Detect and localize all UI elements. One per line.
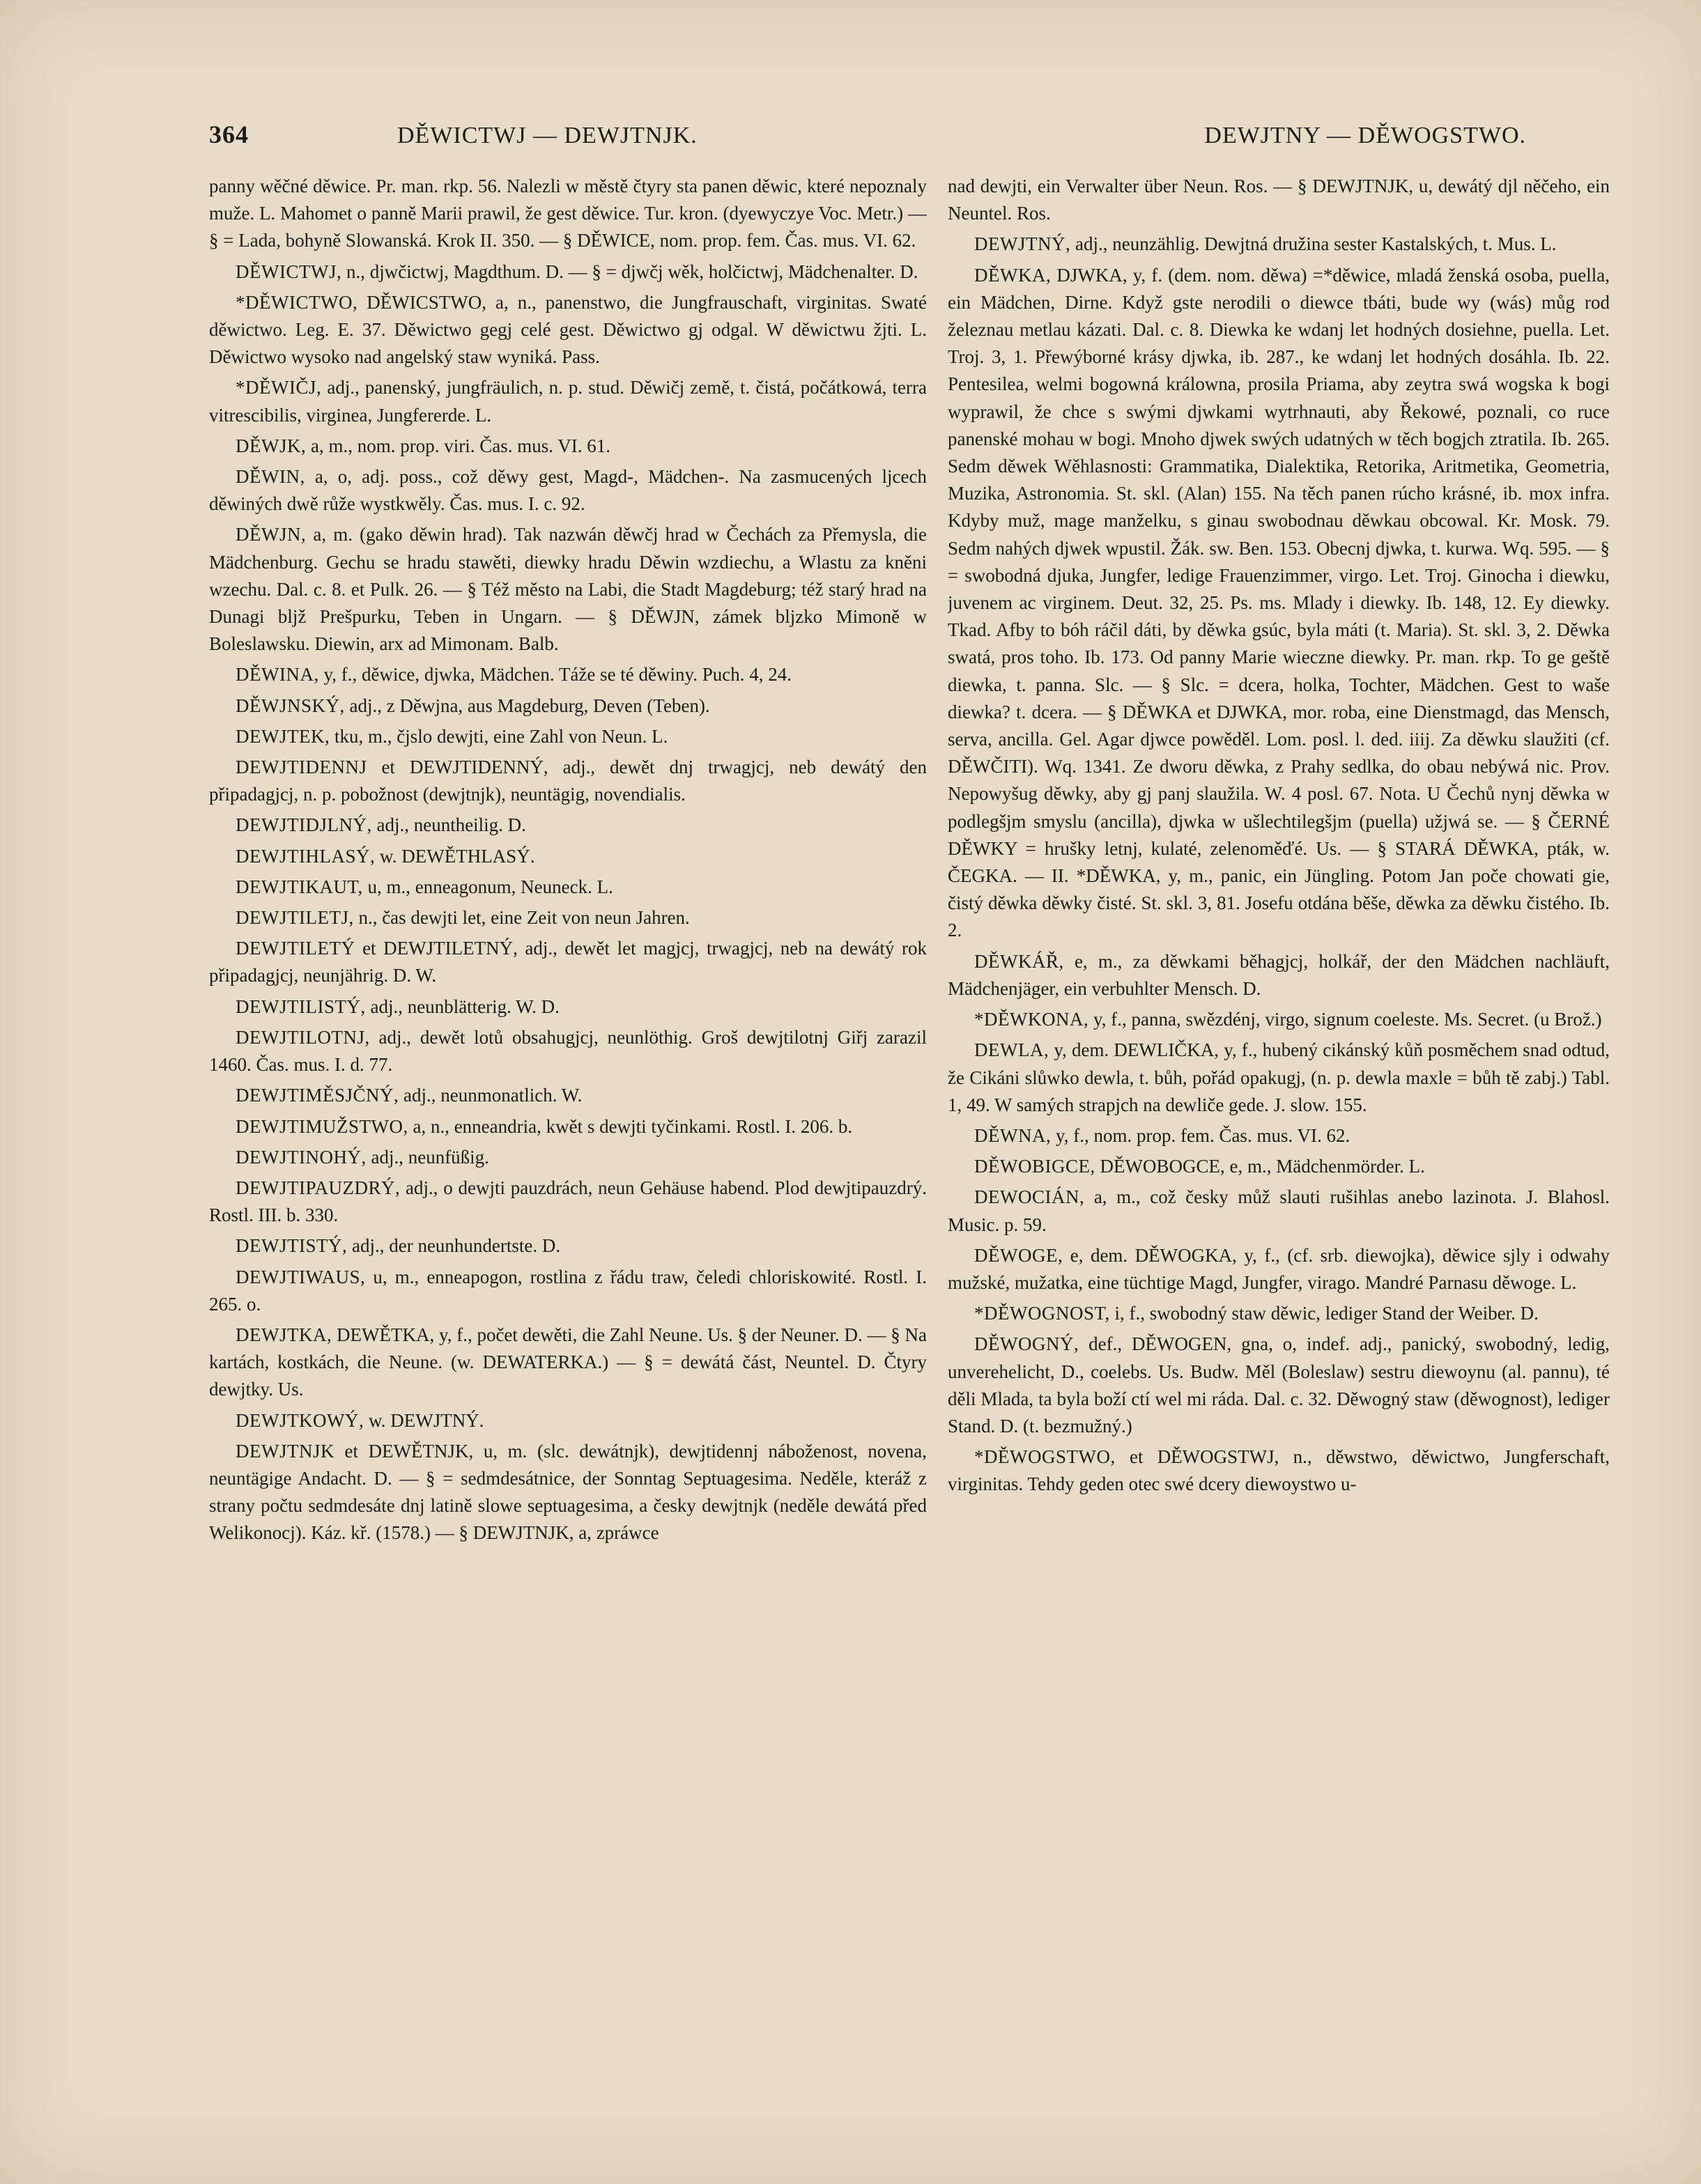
entry-text: adj., der neunhundertste. D. (351, 1235, 561, 1257)
entry-headword: DEWJTEK, (236, 725, 330, 747)
entry-headword: DĚWIN, (236, 466, 305, 488)
dictionary-entry (948, 1300, 1610, 1327)
dictionary-entry (209, 1024, 927, 1078)
dictionary-entry (209, 433, 927, 460)
dictionary-entry (209, 521, 927, 658)
dictionary-entry (209, 1322, 927, 1404)
dictionary-entry (209, 661, 927, 688)
dictionary-entry (209, 173, 927, 255)
dictionary-entry (948, 1122, 1610, 1149)
dictionary-entry (209, 812, 927, 839)
entry-headword: DEWJTIMUŽSTWO, (236, 1115, 408, 1137)
left-running-head: DĚWICTWJ — DEWJTNJK. (397, 123, 698, 148)
entry-headword: DĚWINA, (236, 664, 319, 686)
entry-text: adj., neunblätterig. W. D. (370, 996, 560, 1017)
dictionary-entry (948, 231, 1610, 258)
entry-headword: DEWJTILOTNJ, (236, 1026, 370, 1048)
entry-headword: DEWOCIÁN, (974, 1186, 1085, 1208)
entry-headword: DEWJTKOWÝ, (236, 1409, 364, 1431)
entry-text: adj., dewět lotů obsahugjcj, neunlöthig. Groš dewjtilotnj Giřj zarazil 1460. Čas. mus. I. d. 77. (209, 1026, 927, 1076)
dictionary-entry (948, 1443, 1610, 1498)
right-column (948, 173, 1610, 2165)
entry-text: u, m., enneapogon, rostlina z řádu traw, čeledi chloriskowité. Rostl. I. 265. o. (209, 1266, 927, 1315)
entry-text: DĚWICSTWO, a, n., panenstwo, die Jungfrauschaft, virginitas. Swaté děwictwo. Leg. E. 37. Děwictwo gegj celé gest. Děwictwo gj odgal. W děwictwu žjti. L. Děwictwo wysoko nad angelský staw wyniká. Pass. (209, 291, 927, 368)
entry-text: n., djwčictwj, Magdthum. D. — § = djwčj wěk, holčictwj, Mädchenalter. D. (346, 261, 918, 282)
entry-text: adj., panenský, jungfräulich, n. p. stud. Děwičj země, t. čistá, počátkowá, terra vitrescibilis, virginea, Jungfererde. L. (209, 377, 927, 426)
left-column (209, 173, 927, 2165)
entry-text: n., čas dewjti let, eine Zeit von neun Jahren. (358, 907, 690, 929)
entry-headword: DEWJTILISTÝ, (236, 996, 366, 1017)
entry-text: adj., neunmonatlich. W. (403, 1085, 583, 1106)
dictionary-entry (948, 1242, 1610, 1296)
entry-text: et DĚWOGSTWJ, n., děwstwo, děwictwo, Jungferschaft, virginitas. Tehdy geden otec swé dcery diewoystwo u- (948, 1446, 1610, 1495)
dictionary-entry (948, 1037, 1610, 1119)
entry-text: et DEWJTILETNÝ, adj., dewět let magjcj, trwagjcj, neb na dewátý rok připadagjcj, neunjährig. D. W. (209, 938, 927, 986)
entry-text: def., DĚWOGEN, gna, o, indef. adj., panický, swobodný, ledig, unverehelicht, D., coelebs. Us. Budw. Měl (Boleslaw) sestru diewoynu (al. pannu), té děli Mlada, ta byla boží ctí wel mi ráda. Dal. c. 32. Děwogný staw (děwognost), lediger Stand. D. (t. bezmužný.) (948, 1333, 1610, 1436)
entry-headword: *DĚWOGNOST, (974, 1303, 1110, 1324)
entry-headword: *DĚWOGSTWO, (974, 1446, 1116, 1468)
entry-headword: DEWJTIWAUS, (236, 1266, 366, 1287)
dictionary-entry (948, 1153, 1610, 1180)
entry-headword: DĚWKA, (974, 264, 1052, 286)
entry-text: et DEWĚTNJK, u, m. (slc. dewátnjk), dewjtidennj náboženost, novena, neuntägige Andacht. D. — § = sedmdesátnice, der Sonntag Septuagesima. Neděle, kteráž z strany počtu sedmdesáte dnj latině slowe septuagesima, a česky dewjtnjk (neděle dewátá před Welikonocj). Káz. kř. (1578.) — § DEWJTNJK, a, zpráwce (209, 1440, 927, 1544)
entry-text: DEWĚTKA, y, f., počet dewěti, die Zahl Neune. Us. § der Neuner. D. — § Na kartách, kostkách, die Neune. (w. DEWATERKA.) — § = dewátá část, Neuntel. D. Čtyry dewjtky. Us. (209, 1324, 927, 1400)
dictionary-entry (209, 1113, 927, 1140)
entry-headword: DĚWOGNÝ, (974, 1333, 1079, 1355)
dictionary-entry (209, 258, 927, 286)
dictionary-entry (209, 754, 927, 808)
entry-headword: *DĚWKONA, (974, 1009, 1089, 1030)
entry-headword: DĚWJN, (236, 524, 307, 545)
dictionary-entry (948, 1331, 1610, 1440)
dictionary-entry (209, 463, 927, 518)
dictionary-entry (209, 1264, 927, 1318)
entry-headword: DEWJTIHLASÝ, (236, 845, 376, 867)
entry-text: adj., neunfüßig. (371, 1146, 489, 1168)
entry-text: nad dewjti, ein Verwalter über Neun. Ros. — § DEWJTNJK, u, dewátý djl něčeho, ein Neuntel. Ros. (948, 176, 1610, 224)
entry-headword: DEWJTIPAUZDRÝ, (236, 1177, 401, 1198)
entry-text: adj., z Děwjna, aus Magdeburg, Deven (Teben). (349, 695, 710, 716)
entry-headword: *DĚWIČJ, (236, 377, 322, 398)
dictionary-entry (948, 262, 1610, 945)
dictionary-entry (209, 874, 927, 901)
entry-text: a, n., enneandria, kwět s dewjti tyčinkami. Rostl. I. 206. b. (413, 1115, 853, 1137)
entry-headword: DEWJTNJK (236, 1440, 334, 1462)
entry-headword: DEWJTINOHÝ, (236, 1146, 367, 1168)
dictionary-entry (209, 904, 927, 931)
entry-headword: *DĚWICTWO, (236, 291, 358, 313)
entry-headword: DEWJTIDENNJ (236, 757, 367, 778)
dictionary-entry (948, 948, 1610, 1002)
dictionary-entry (209, 1082, 927, 1109)
entry-text: y, f., nom. prop. fem. Čas. mus. VI. 62. (1055, 1124, 1350, 1146)
entry-text: a, m. (gako děwin hrad). Tak nazwán děwčj hrad w Čechách za Přemysla, die Mädchenburg. Gechu se hradu stawěti, diewky hradu Děwin wzdiechu, a Wlastu za kněni wzechu. Dal. c. 8. et Pulk. 26. — § Též město na Labi, die Stadt Magdeburg; též starý hrad na Dunagi bljž Prešpurku, Teben in Ungarn. — § DĚWJN, zámek bljzko Mimoně w Boleslawsku. Diewin, arx ad Mimonam. Balb. (209, 524, 927, 655)
dictionary-entry (209, 1438, 927, 1547)
entry-text: y, dem. DEWLIČKA, y, f., hubený cikánský kůň posměchem snad odtud, že Cikáni slůwko dewla, t. bůh, pořád opakugj, (n. p. dewla maxle = bůh tě zabj.) Tabl. 1, 49. W samých strapjch na dewliče gede. J. slow. 155. (948, 1039, 1610, 1115)
dictionary-entry (209, 289, 927, 371)
entry-text: DĚWOBOGCE, e, m., Mädchenmörder. L. (1100, 1156, 1425, 1177)
entry-headword: DĚWICTWJ, (236, 261, 342, 282)
entry-text: i, f., swobodný staw děwic, lediger Stand der Weiber. D. (1114, 1303, 1539, 1324)
dictionary-entry (948, 1006, 1610, 1033)
entry-text: DJWKA, y, f. (dem. nom. děwa) =*děwice, mladá ženská osoba, puella, ein Mädchen, Dirne. Když gste nerodili o diewce tbáti, bude wy (wás) můg rod železnau metlau kázati. Dal. c. 8. Diewka ke wdanj let hodných dosiehne, puella. Let. Troj. 3, 1. Přewýborné krásy djwka, ib. 287., ke wdanj let hodných dosáhla. Ib. 22. Pentesilea, welmi bogowná králowna, prosila Priama, aby zeytra swá wogska k bogi wyprawil, že chce s swými djwkami wytrhnauti, aby Řekowé, poznali, co ruce panenské mohau w bogi. Mnoho djwek swých udatných w těch bogjch ztratila. Ib. 265. Sedm děwek Wěhlasnosti: Grammatika, Dialektika, Retorika, Aritmetika, Geometria, Muzika, Astronomia. St. skl. (Alan) 155. Na těch panen rúcho krásné, ib. mox infra. Kdyby muž, mage manželku, s ginau swobodnau děwkau obcowal. Kr. Mosk. 79. Sedm nahých djwek wpustil. Žák. sw. Ben. 153. Obecnj djwka, t. kurwa. Wq. 595. — § = swobodná djuka, Jungfer, ledige Frauenzimmer, virgo. Let. Troj. Ginocha i diewku, juvenem ac virginem. Deut. 32, 25. Ps. ms. Mlady i diewky. Ib. 148, 12. Ey diewky. Tkad. Afby to bóh ráčil dáti, by děwka gsúc, byla máti (t. Maria). St. skl. 3, 2. Děwka swatá, pros toho. Ib. 173. Od panny Marie wieczne diewky. Pr. man. rkp. To ge geště diewka, t. panna. Slc. — § Slc. = dcera, holka, Tochter, Mädchen. Gest to waše diewka? t. dcera. — § DĚWKA et DJWKA, mor. roba, eine Dienstmagd, das Mensch, serva, ancilla. Gel. Agar djwce powěděl. Lom. posl. l. ded. iiij. Za děwku slaužiti (cf. DĚWČITI). Wq. 1341. Ze dworu děwka, z Prahy sedlka, do obau nebýwá nic. Prov. Nepowyšug děwky, aby gj panj slaužila. W. 4 posl. 67. Nota. U Čechů nynj děwka w podlegšjm smyslu (ancilla), djwka w ušlechtilegšjm (puella) užjwá se. — § ČERNÉ DĚWKY = hrušky letnj, kulaté, zelenoměďé. Us. — § STARÁ DĚWKA, pták, w. ČEGKA. — II. *DĚWKA, y, m., panic, ein Jüngling. Potom Jan poče chowati gie, čistý děwka děwky čisté. St. skl. 3, 81. Josefu otdána běše, děwka za děwku čistého. Ib. 2. (948, 264, 1610, 941)
dictionary-entry (209, 723, 927, 750)
entry-text: u, m., enneagonum, Neuneck. L. (367, 876, 613, 897)
entry-headword: DĚWOBIGCE, (974, 1156, 1095, 1177)
entry-text: e, m., za děwkami běhagjcj, holkář, der den Mädchen nachläuft, Mädchenjäger, ein verbuhlter Mensch. D. (948, 950, 1610, 999)
entry-headword: DEWJTILETJ, (236, 907, 354, 929)
entry-text: e, dem. DĚWOGKA, y, f., (cf. srb. diewojka), děwice sjly i odwahy mužské, mužatka, eine tüchtige Magd, Jungfer, virago. Mandré Parnasu děwoge. L. (948, 1244, 1610, 1293)
entry-text: y, f., panna, swězdénj, virgo, signum coeleste. Ms. Secret. (u Brož.) (1093, 1009, 1602, 1030)
entry-headword: DEWJTILETÝ (236, 938, 355, 959)
dictionary-entry (209, 1232, 927, 1260)
entry-headword: DĚWKÁŘ, (974, 950, 1064, 972)
entry-text: a, m., nom. prop. viri. Čas. mus. VI. 61. (310, 435, 610, 456)
entry-text: a, m., což česky můž slauti rušihlas anebo lazinota. J. Blahosl. Music. p. 59. (948, 1186, 1610, 1235)
entry-text: adj., neunzählig. Dewjtná družina sester Kastalských, t. Mus. L. (1075, 233, 1557, 255)
entry-headword: DĚWJK, (236, 435, 307, 456)
entry-text: w. DEWĚTHLASÝ. (379, 845, 535, 867)
dictionary-entry (209, 1175, 927, 1229)
entry-text: w. DEWJTNÝ. (368, 1409, 484, 1431)
entry-text: tku, m., čjslo dewjti, eine Zahl von Neun. L. (334, 725, 668, 747)
entry-text: adj., o dewjti pauzdrách, neun Gehäuse habend. Plod dewjtipauzdrý. Rostl. III. b. 330. (209, 1177, 927, 1226)
entry-text: adj., neuntheilig. D. (376, 814, 526, 836)
entry-text: panny wěčné děwice. Pr. man. rkp. 56. Nalezli w městě čtyry sta panen děwic, které nepoznaly muže. L. Mahomet o panně Marii prawil, že gest děwice. Tur. kron. (dyewyczye Voc. Metr.) — § = Lada, bohyně Slowanská. Krok II. 350. — § DĚWICE, nom. prop. fem. Čas. mus. VI. 62. (209, 176, 927, 251)
entry-headword: DEWJTISTÝ, (236, 1235, 348, 1257)
entry-headword: DĚWOGE, (974, 1244, 1063, 1266)
dictionary-entry (209, 1144, 927, 1171)
entry-text: et DEWJTIDENNÝ, adj., dewět dnj trwagjcj, neb dewátý den připadagjcj, n. p. pobožnost (dewjtnjk), neuntägig, novendialis. (209, 757, 927, 805)
dictionary-entry (209, 843, 927, 870)
dictionary-entry (209, 993, 927, 1021)
entry-headword: DEWJTNÝ, (974, 233, 1071, 255)
dictionary-entry (209, 692, 927, 720)
entry-text: a, o, adj. poss., což děwy gest, Magd-, Mädchen-. Na zasmucených ljcech děwiných dwě růže wystkwěly. Čas. mus. I. c. 92. (209, 466, 927, 515)
dictionary-entry (948, 173, 1610, 227)
dictionary-entry (209, 1407, 927, 1434)
entry-headword: DEWJTIKAUT, (236, 876, 363, 897)
entry-headword: DEWJTIMĚSJČNÝ, (236, 1085, 399, 1106)
right-running-head: DEWJTNY — DĚWOGSTWO. (1204, 123, 1526, 148)
entry-headword: DĚWJNSKÝ, (236, 695, 345, 716)
entry-headword: DEWJTKA, (236, 1324, 332, 1345)
dictionary-entry (948, 1184, 1610, 1238)
running-header (209, 120, 1526, 162)
entry-headword: DEWLA, (974, 1039, 1049, 1061)
page-number: 364 (209, 121, 249, 148)
dictionary-entry (209, 374, 927, 428)
entry-headword: DĚWNA, (974, 1124, 1052, 1146)
entry-text: y, f., děwice, djwka, Mädchen. Táže se té děwiny. Puch. 4, 24. (323, 664, 792, 686)
entry-headword: DEWJTIDJLNÝ, (236, 814, 372, 836)
dictionary-entry (209, 935, 927, 989)
